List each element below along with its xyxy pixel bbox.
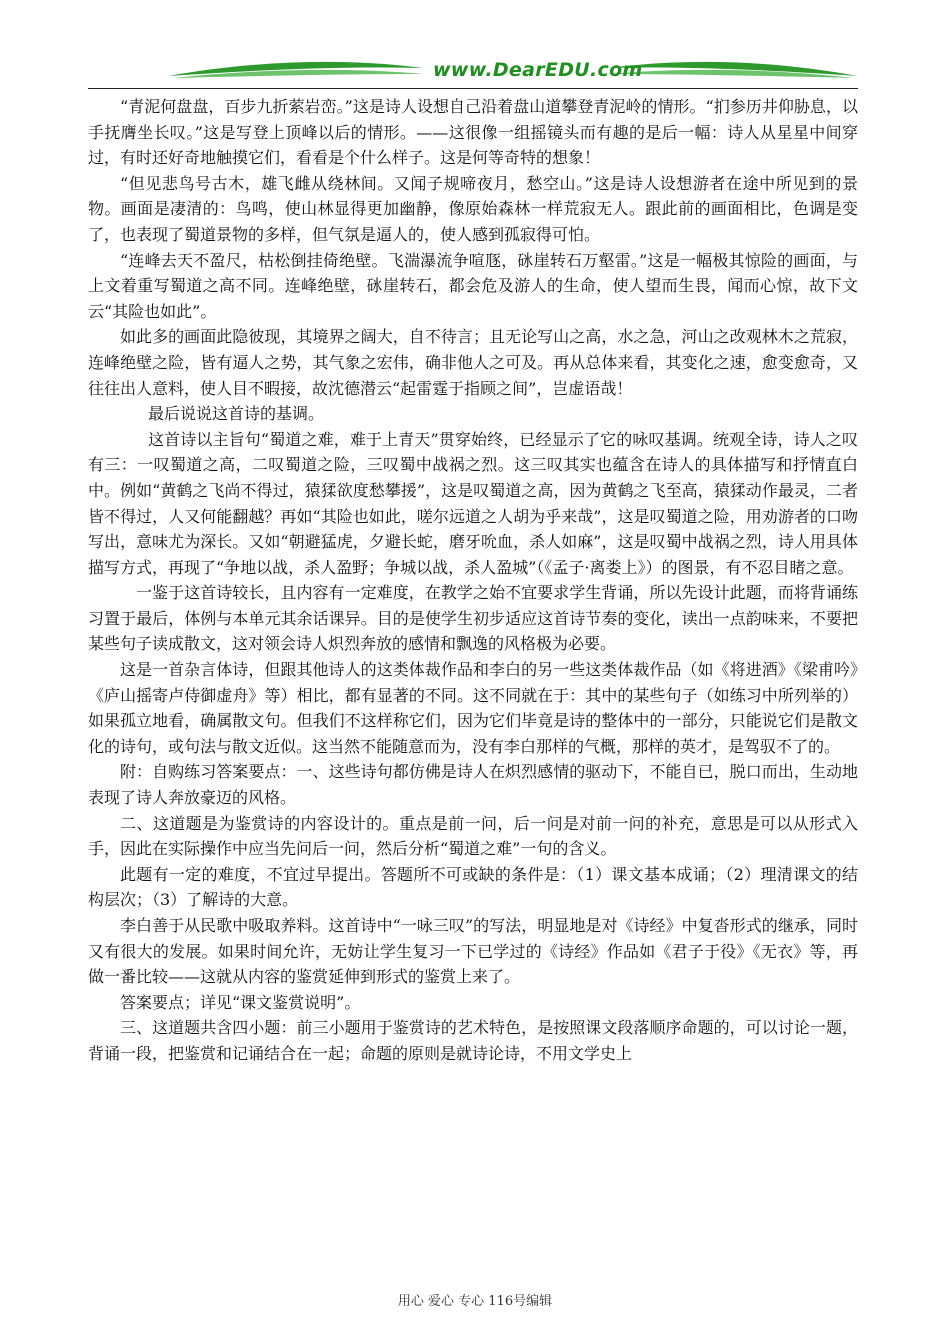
paragraph: 一鉴于这首诗较长，且内容有一定难度，在教学之始不宜要求学生背诵，所以先设计此题，而将背诵练习置于最后，体例与本单元其余话课异。目的是使学生初步适应这首诗节奏的变化，读出一点韵味来，不要把某些句子读成散文，这对领会诗人炽烈奔放的感情和飘逸的风格极为必要。 [88, 583, 858, 654]
paragraph: 这首诗以主旨句“蜀道之难，难于上青天”贯穿始终，已经显示了它的咏叹基调。统观全诗，诗人之叹有三：一叹蜀道之高，二叹蜀道之险，三叹蜀中战祸之烈。这三叹其实也蕴含在诗人的具体描写和抒情直白中。例如“黄鹤之飞尚不得过，猿猱欲度愁攀援”，这是叹蜀道之高，因为黄鹤之飞至高，猿猱动作最灵，二者皆不得过，人又何能翻越？再如“其险也如此，嗟尔远道之人胡为乎来哉”，这是叹蜀道之险，用劝游者的口吻写出，意味尤为深长。又如“朝避猛虎，夕避长蛇，磨牙吮血，杀人如麻”，这是叹蜀中战祸之烈，诗人用具体描写方式，再现了“争地以战，杀人盈野；争城以战，杀人盈城”（《孟子·离娄上》）的图景，有不忍目睹之意。 [88, 429, 858, 577]
paragraph: “连峰去天不盈尺，枯松倒挂倚绝壁。飞湍瀑流争喧豗，砯崖转石万壑雷。”这是一幅极其惊险的画面，与上文着重写蜀道之高不同。连峰绝壁，砯崖转石，都会危及游人的生命，使人望而生畏，闻而心惊，故下文云“其险也如此”。 [88, 250, 858, 321]
paragraph: 最后说说这首诗的基调。 [148, 404, 325, 424]
page-footer: 用心 爱心 专心 116号编辑 [397, 1294, 553, 1309]
paragraph: 三、这道题共含四小题：前三小题用于鉴赏诗的艺术特色，是按照课文段落顺序命题的，可以讨论一题，背诵一段，把鉴赏和记诵结合在一起；命题的原则是就诗论诗，不用文学史上 [88, 1018, 858, 1063]
paragraph: 此题有一定的难度，不宜过早提出。答题所不可或缺的条件是：（1）课文基本成诵；（2）理清课文的结构层次；（3）了解诗的大意。 [88, 864, 858, 910]
paragraph: 二、这道题是为鉴赏诗的内容设计的。重点是前一问，后一问是对前一问的补充，意思是可以从形式入手，因此在实际操作中应当先问后一问，然后分析“蜀道之难”一句的含义。 [88, 813, 858, 859]
paragraph: 李白善于从民歌中吸取养料。这首诗中“一咏三叹”的写法，明显地是对《诗经》中复沓形式的继承，同时又有很大的发展。如果时间允许，无妨让学生复习一下已学过的《诗经》作品如《君子于役》《无衣》等，再做一番比较——这就从内容的鉴赏延伸到形式的鉴赏上来了。 [88, 916, 858, 987]
paragraph: 答案要点；详见“课文鉴赏说明”。 [120, 992, 361, 1012]
paragraph: “但见悲鸟号古木，雄飞雌从绕林间。又闻子规啼夜月，愁空山。”这是诗人设想游者在途中所见到的景物。画面是凄清的：鸟鸣，使山林显得更加幽静，像原始森林一样荒寂无人。跟此前的画面相比，色调是变了，也表现了蜀道景物的多样，但气氛是逼人的，使人感到孤寂得可怕。 [88, 173, 858, 244]
document-body [88, 94, 858, 1067]
site-logo-text[interactable]: www.DearEDU.com [433, 59, 643, 81]
paragraph: “青泥何盘盘，百步九折萦岩峦。”这是诗人设想自己沿着盘山道攀登青泥岭的情形。“扪参历井仰胁息，以手抚膺坐长叹。”这是写登上顶峰以后的情形。——这很像一组摇镜头而有趣的是后一幅：诗人从星星中间穿过，有时还好奇地触摸它们，看看是个什么样子。这是何等奇特的想象！ [88, 97, 858, 168]
paragraph: 附：自购练习答案要点：一、这些诗句都仿佛是诗人在炽烈感情的驱动下，不能自已，脱口而出，生动地表现了诗人奔放豪迈的风格。 [88, 762, 858, 808]
paragraph: 如此多的画面此隐彼现，其境界之阔大，自不待言；且无论写山之高，水之急，河山之改观林木之荒寂，连峰绝壁之险，皆有逼人之势，其气象之宏伟，确非他人之可及。再从总体来看，其变化之速，愈变愈奇，又往往出人意料，使人目不暇接，故沈德潜云“起雷霆于指顾之间”，岂虚语哉！ [88, 327, 858, 398]
header-divider [88, 88, 858, 89]
paragraph: 这是一首杂言体诗，但跟其他诗人的这类体裁作品和李白的另一些这类体裁作品（如《将进酒》《梁甫吟》《庐山摇寄卢侍御虚舟》等）相比，都有显著的不同。这不同就在于：其中的某些句子（如练习中所列举的）如果孤立地看，确属散文句。但我们不这样称它们，因为它们毕竟是诗的整体中的一部分，只能说它们是散文化的诗句，或句法与散文近似。这当然不能随意而为，没有李白那样的气概，那样的英才，是驾驭不了的。 [88, 660, 858, 756]
